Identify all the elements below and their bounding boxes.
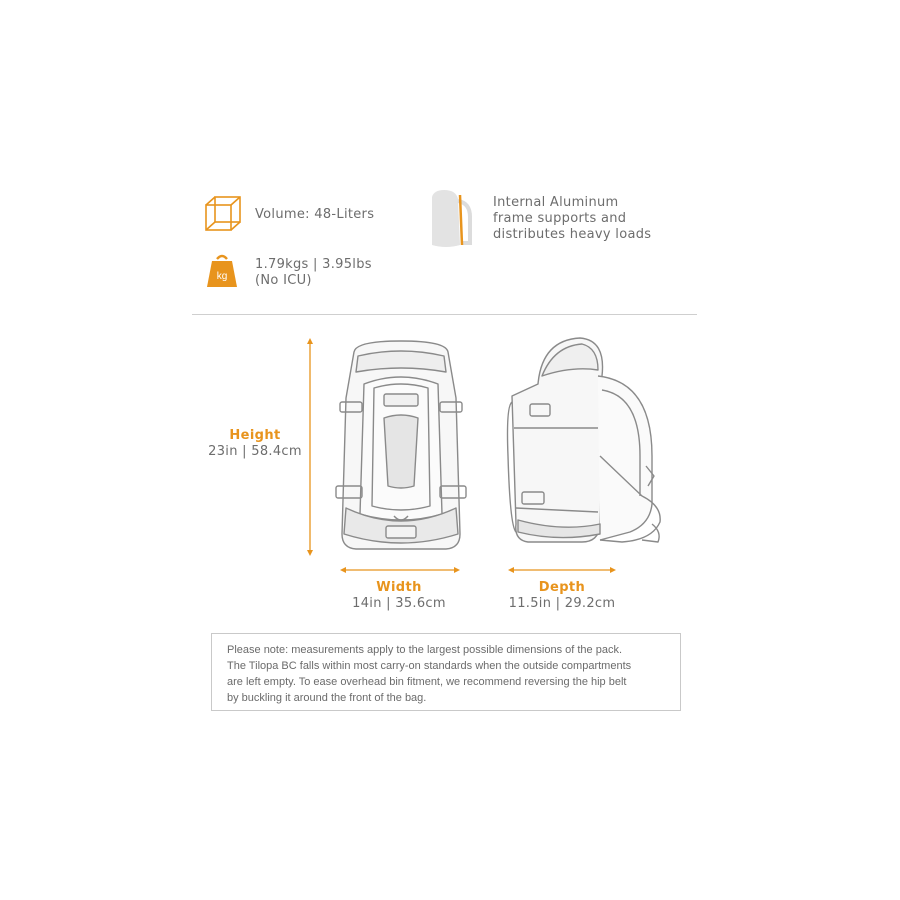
frame-line-3: distributes heavy loads (493, 227, 652, 242)
cube-outline-icon (205, 196, 241, 232)
width-label: Width (376, 580, 422, 595)
height-value: 23in | 58.4cm (208, 444, 302, 459)
weight-line-2: (No ICU) (255, 273, 312, 288)
weight-icon-label: kg (216, 271, 228, 282)
note-line-4: by buckling it around the front of the bag. (227, 692, 427, 704)
frame-line-2: frame supports and (493, 211, 627, 226)
backpack-frame-icon (426, 189, 474, 249)
width-arrow-icon (340, 564, 460, 576)
depth-label: Depth (538, 580, 586, 595)
volume-text: Volume: 48-Liters (255, 207, 375, 222)
width-value: 14in | 35.6cm (352, 596, 446, 611)
weight-line-1: 1.79kgs | 3.95lbs (255, 257, 372, 272)
backpack-front-view (334, 338, 468, 554)
height-label: Height (229, 428, 281, 443)
note-line-1: Please note: measurements apply to the largest possible dimensions of the pack. (227, 644, 623, 656)
section-divider (192, 314, 697, 315)
depth-value: 11.5in | 29.2cm (508, 596, 616, 611)
note-line-3: are left empty. To ease overhead bin fitment, we recommend reversing the hip belt (227, 676, 627, 688)
depth-arrow-icon (508, 564, 616, 576)
note-line-2: The Tilopa BC falls within most carry-on standards when the outside compartments (227, 660, 632, 672)
measurement-note (211, 633, 681, 711)
frame-line-1: Internal Aluminum (493, 195, 619, 210)
kettlebell-weight-icon (206, 253, 238, 287)
backpack-side-view (502, 336, 670, 550)
